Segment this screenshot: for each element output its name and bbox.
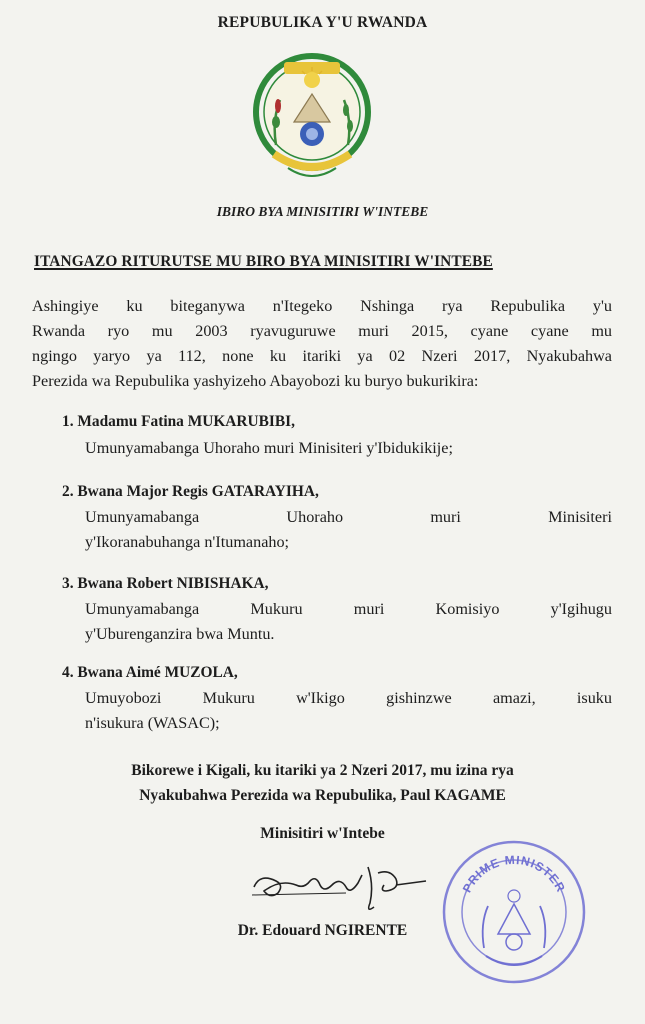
appointment-title: 2. Bwana Major Regis GATARAYIHA, [62, 483, 319, 500]
closing-line: Bikorewe i Kigali, ku itariki ya 2 Nzeri 2017, mu izina rya [131, 762, 514, 779]
appointment-title: 3. Bwana Robert NIBISHAKA, [62, 575, 269, 592]
office-title: IBIRO BYA MINISITIRI W'INTEBE [216, 204, 429, 219]
appointment-body [85, 686, 612, 736]
appointment-line: Umunyamabanga Mukuru muri Komisiyo y'Igihugu [85, 600, 612, 618]
svg-text:PRIME MINISTER [460, 853, 568, 895]
appointment-line: Umunyamabanga Uhoraho muri Minisiteri [85, 508, 612, 526]
appointment-line: y'Ikoranabuhanga n'Itumanaho; [85, 533, 290, 551]
document-heading: ITANGAZO RITURUTSE MU BIRO BYA MINISITIRI W'INTEBE [34, 253, 493, 270]
official-stamp-icon [440, 838, 588, 986]
intro-line: Perezida wa Repubulika yashyizeho Abayobozi ku buryo bukurikira: [32, 372, 479, 390]
closing-line: Nyakubahwa Perezida wa Repubulika, Paul KAGAME [139, 787, 506, 804]
signatory-role: Minisitiri w'Intebe [260, 825, 385, 842]
appointment-body [85, 505, 612, 555]
intro-line: Rwanda ryo mu 2003 ryavuguruwe muri 2015, cyane cyane mu [32, 322, 612, 340]
appointment-line: Umuyobozi Mukuru w'Ikigo gishinzwe amazi, isuku [85, 689, 612, 707]
intro-paragraph [32, 294, 612, 394]
appointment-line: y'Uburenganzira bwa Muntu. [85, 625, 275, 643]
appointment-line: n'isukura (WASAC); [85, 714, 220, 732]
republic-title: REPUBULIKA Y'U RWANDA [217, 14, 428, 31]
appointment-title: 1. Madamu Fatina MUKARUBIBI, [62, 413, 296, 430]
signatory-name: Dr. Edouard NGIRENTE [237, 922, 408, 939]
stamp-text: PRIME MINISTER [459, 852, 569, 895]
appointment-body [85, 597, 612, 647]
appointment-title: 4. Bwana Aimé MUZOLA, [62, 664, 238, 681]
intro-line: Ashingiye ku biteganywa n'Itegeko Nshinga rya Repubulika y'u [32, 297, 612, 315]
appointment-body [85, 436, 612, 461]
signature-icon [250, 855, 430, 919]
appointment-line: Umunyamabanga Uhoraho muri Minisiteri y'Ibidukikije; [85, 439, 453, 457]
intro-line: ngingo yaryo ya 112, none ku itariki ya 02 Nzeri 2017, Nyakubahwa [32, 347, 612, 365]
national-emblem-icon [246, 50, 378, 190]
